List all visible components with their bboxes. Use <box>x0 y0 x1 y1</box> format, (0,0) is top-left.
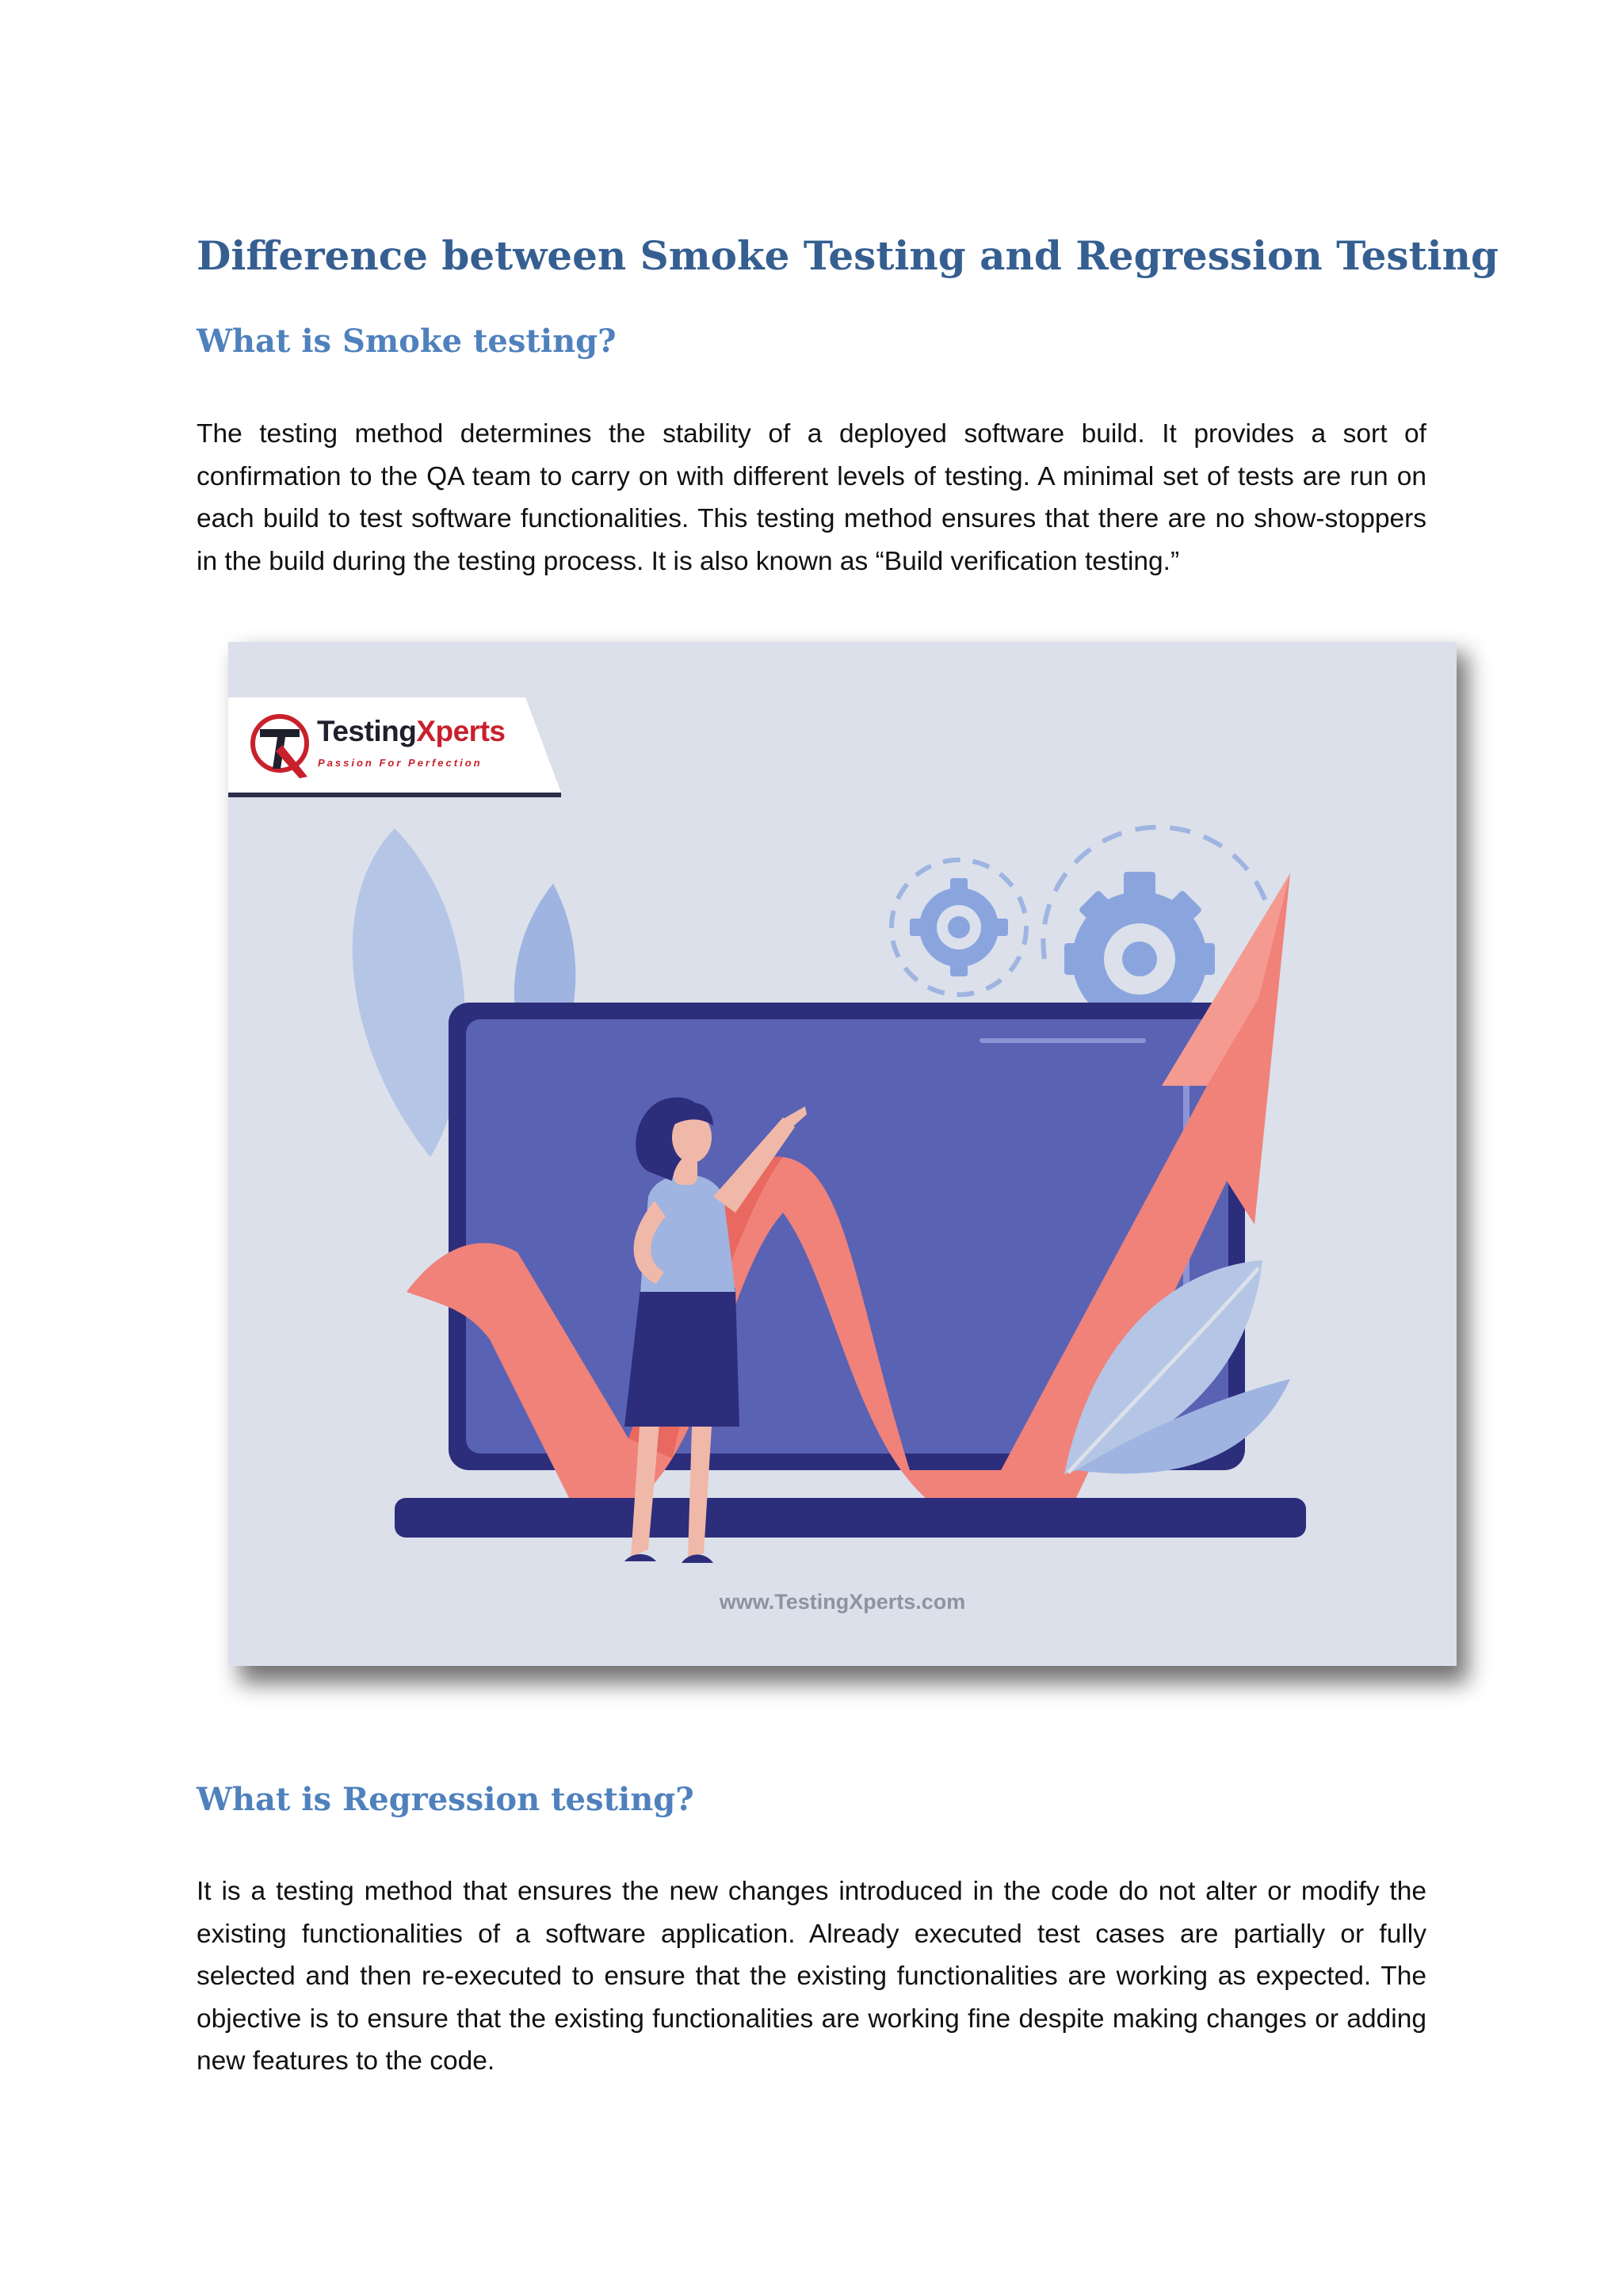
regression-testing-heading: What is Regression testing? <box>197 1781 694 1818</box>
laptop-base <box>395 1498 1306 1538</box>
figure-url: www.TestingXperts.com <box>719 1590 966 1614</box>
logo-name-part2: Xperts <box>416 715 506 747</box>
smoke-testing-paragraph: The testing method determines the stability of a deployed software build. It provides a sort of confirmation to the QA team to carry on with different levels of testing. A minimal set of tests are run on each build to test software functionalities. This testing method ensures that there are no show-stoppers in the build during the testing process. It is also known as “Build verification testing.” <box>197 419 1426 576</box>
logo-name-part1: Testing <box>317 715 417 747</box>
page-title: Difference between Smoke Testing and Regression Testing <box>197 232 1499 279</box>
gear-icon <box>892 860 1026 995</box>
logo-tagline: Passion For Perfection <box>318 757 483 769</box>
smoke-testing-heading: What is Smoke testing? <box>197 323 617 360</box>
regression-testing-paragraph: It is a testing method that ensures the new changes introduced in the code do not alter or modify the existing functionalities of a software application. Already executed test cases are partially or fully selected and then re-executed to ensure that the existing functionalities are working as expected. The objective is to ensure that the existing functionalities are working fine despite making changes or adding new features to the code. <box>197 1877 1426 2076</box>
illustration-figure <box>228 642 1457 1666</box>
illustration-art <box>228 642 1457 1666</box>
logo-wordmark <box>317 715 505 748</box>
